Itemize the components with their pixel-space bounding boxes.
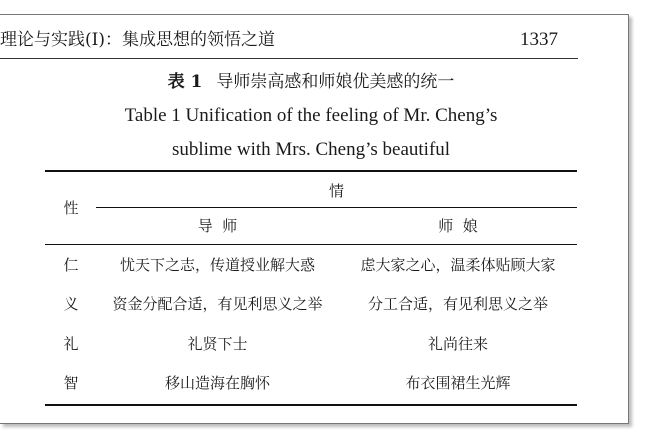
table-bottom-rule (45, 404, 577, 406)
header-row-label: 性 (63, 199, 79, 217)
page-number: 1337 (520, 29, 558, 50)
table-group-rule (96, 207, 577, 208)
table-label: 表 1 (167, 72, 203, 92)
row-key: 礼 (63, 335, 79, 353)
row-mentor: 资金分配合适，有见利思义之举 (112, 295, 323, 313)
row-wife: 礼尚往来 (427, 335, 488, 353)
running-head-rule (0, 58, 578, 59)
table-title-cn: 导师崇高感和师娘优美感的统一 (216, 72, 455, 92)
row-wife: 分工合适，有见利思义之举 (367, 295, 548, 313)
header-col-mentor: 导 师 (197, 217, 238, 235)
row-wife: 布衣围裙生光辉 (405, 374, 511, 392)
row-key: 仁 (63, 256, 79, 274)
running-head (0, 28, 580, 52)
table-top-rule (45, 170, 577, 172)
row-key: 义 (63, 295, 79, 313)
row-mentor: 移山造海在胸怀 (164, 374, 270, 392)
header-group-label: 情 (328, 182, 344, 200)
row-wife: 虑大家之心，温柔体贴顾大家 (360, 256, 556, 274)
table-caption-en-line2: sublime with Mrs. Cheng’s beautiful (171, 139, 451, 160)
row-key: 智 (63, 374, 79, 392)
table-caption-cn (45, 70, 577, 94)
header-col-wife: 师 娘 (438, 217, 478, 235)
row-mentor: 忧天下之志，传道授业解大惑 (119, 256, 315, 274)
table-header-rule (45, 244, 577, 245)
row-mentor: 礼贤下士 (187, 335, 248, 353)
table-caption-en-line1: Table 1 Unification of the feeling of Mr. Cheng’s (124, 105, 498, 126)
running-head-title: 理论与实践(Ⅰ)：集成思想的领悟之道 (0, 30, 275, 50)
